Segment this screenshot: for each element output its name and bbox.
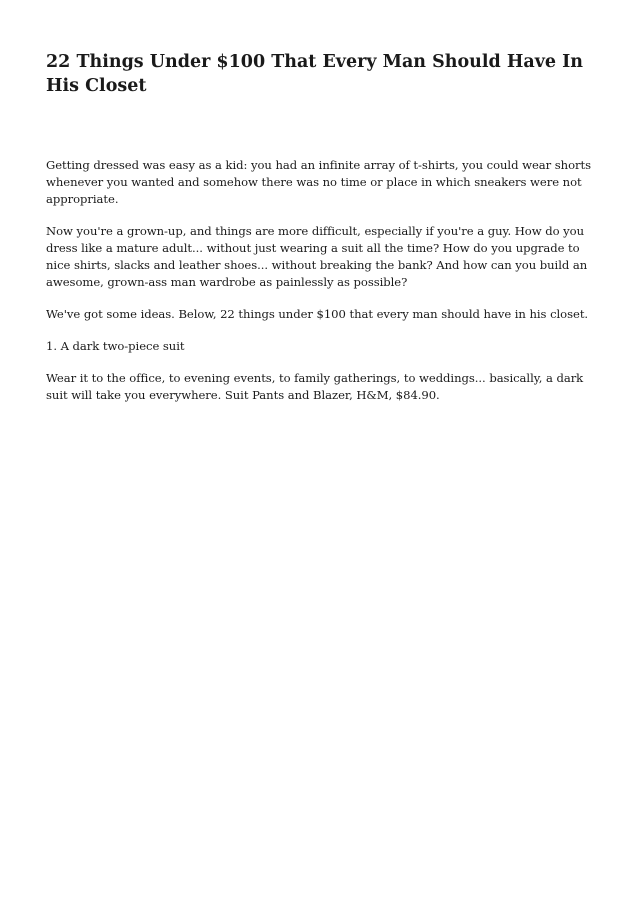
ideas-paragraph: We've got some ideas. Below, 22 things under $100 that every man should have in his closet. — [46, 307, 589, 321]
list-item-description: Wear it to the office, to evening events, to family gatherings, to weddings... basically, a dark suit will take you everywhere. Suit Pants and Blazer, H&M, $84.90. — [46, 371, 584, 402]
intro-paragraph: Getting dressed was easy as a kid: you had an infinite array of t-shirts, you could wear shorts whenever you wanted and somehow there was no time or place in which sneakers were not appropriate. — [46, 158, 592, 206]
grown-up-paragraph: Now you're a grown-up, and things are more difficult, especially if you're a guy. How do you dress like a mature adult... without just wearing a suit all the time? How do you upgrade to nice shirts, slacks and leather shoes... without breaking the bank? And how can you build an awesome, grown-ass man wardrobe as painlessly as possible? — [46, 224, 588, 289]
document-title: 22 Things Under $100 That Every Man Should Have In His Closet — [46, 52, 584, 96]
document-page — [46, 50, 606, 419]
list-item-heading: 1. A dark two-piece suit — [46, 339, 185, 353]
